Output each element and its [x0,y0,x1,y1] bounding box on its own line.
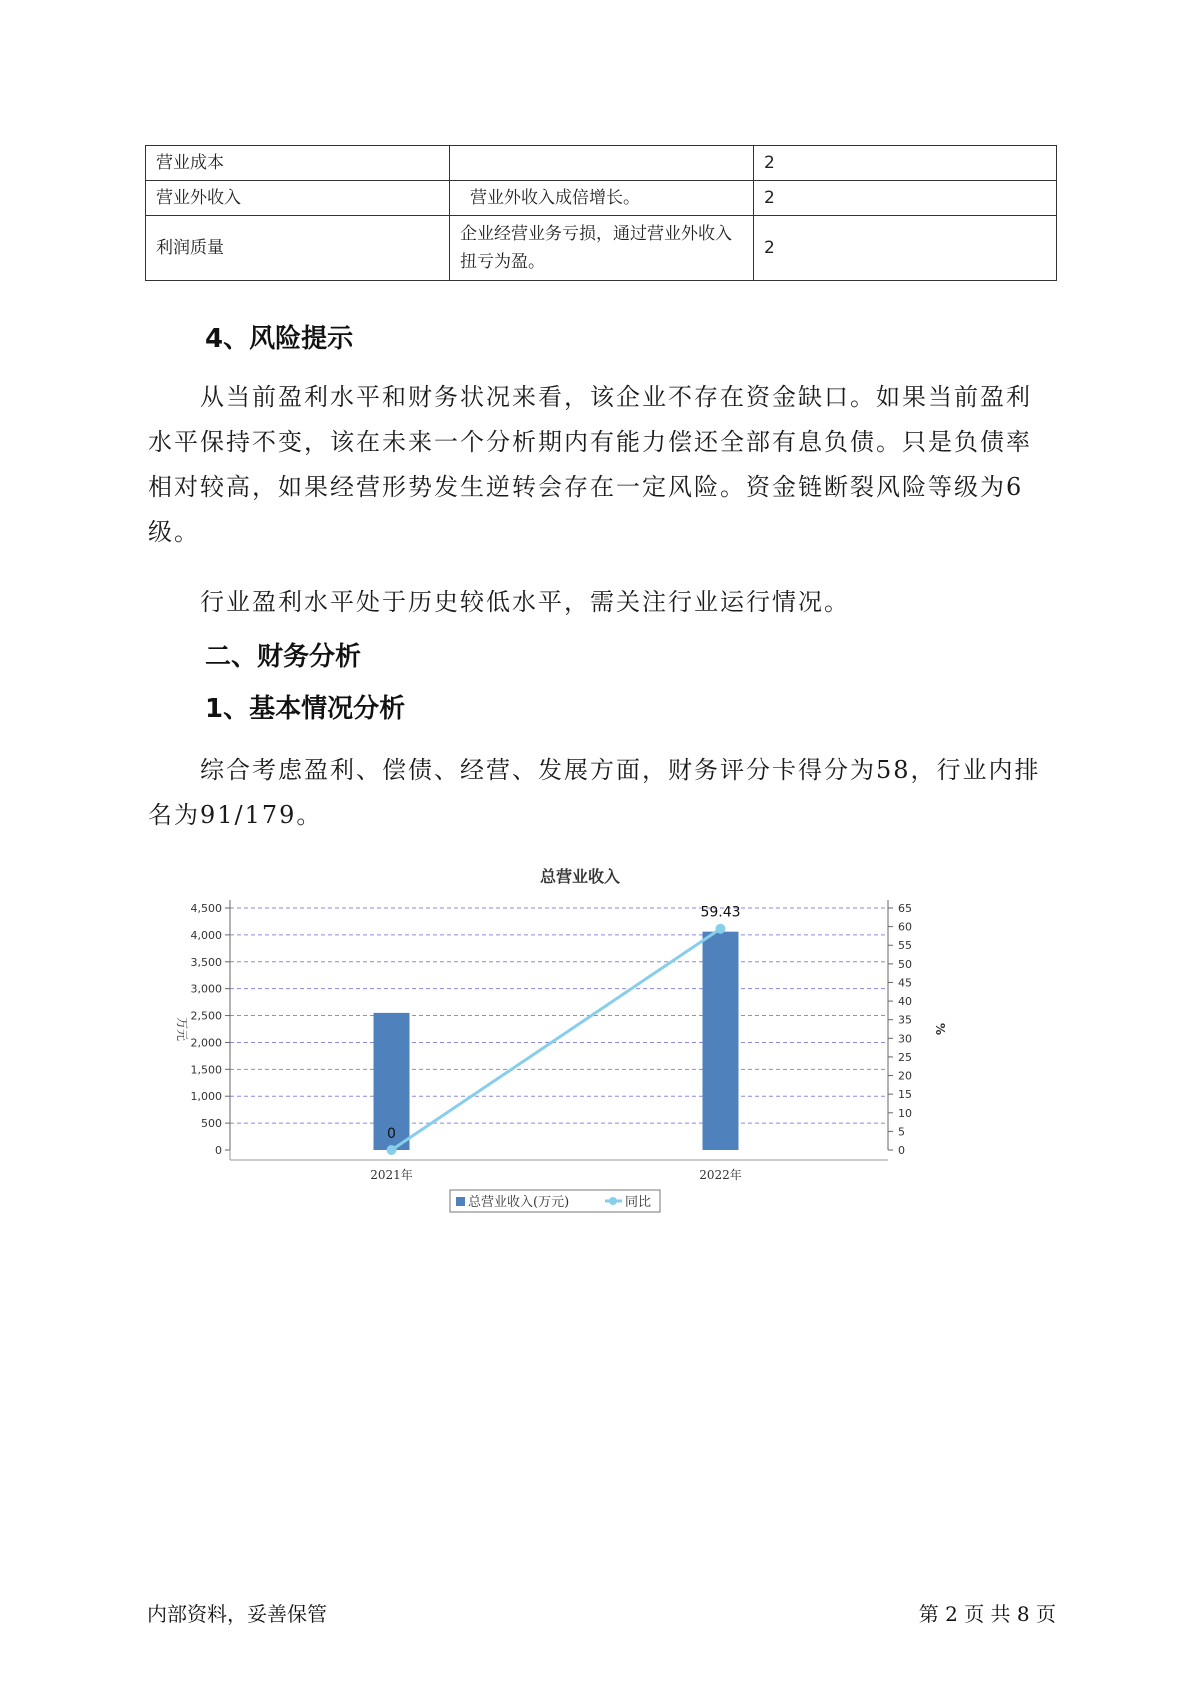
table-cell-desc: 企业经营业务亏损，通过营业外收入扭亏为盈。 [450,216,754,281]
y-left-tick-label: 4,500 [190,902,222,915]
table-row [146,146,1057,181]
data-label-yoy: 0 [387,1126,396,1142]
y-right-tick-label: 55 [898,939,912,953]
score-paragraph: 综合考虑盈利、偿债、经营、发展方面，财务评分卡得分为58，行业内排名为91/179。 [148,756,1041,829]
y-left-tick-label: 500 [201,1117,222,1131]
revenue-chart [170,860,1000,1320]
table-row [146,216,1057,281]
y-right-tick-label: 60 [898,920,912,934]
y-left-tick-label: 3,500 [190,955,222,969]
industry-paragraph: 行业盈利水平处于历史较低水平，需关注行业运行情况。 [200,588,850,616]
y-right-tick-label: 50 [898,957,912,971]
evaluation-table [145,145,1057,281]
chart-title: 总营业收入 [539,867,621,886]
y-right-tick-label: 0 [898,1144,905,1157]
y-right-tick-label: 5 [898,1125,905,1139]
x-tick-label: 2021年 [370,1168,413,1182]
y-left-tick-label: 4,000 [190,928,222,942]
y-right-tick-label: 10 [898,1106,912,1120]
y-left-tick-label: 3,000 [190,982,222,996]
table-cell-score: 2 [754,216,1057,281]
table-cell-desc-text: 营业外收入成倍增长。 [470,188,640,208]
x-tick-label: 2022年 [699,1168,742,1182]
y-right-tick-label: 25 [898,1050,912,1064]
table-row [146,181,1057,216]
point-yoy [387,1145,397,1155]
legend-swatch-revenue [456,1197,465,1206]
legend-label-yoy: 同比 [625,1195,652,1210]
legend-label-revenue: 总营业收入(万元) [468,1195,570,1210]
finance-heading: 二、财务分析 [205,642,362,672]
y-left-tick-label: 1,000 [190,1090,222,1104]
y-right-axis-label: % [933,1022,947,1036]
chart-svg [170,860,1000,1320]
table-cell-score: 2 [754,146,1057,181]
y-left-tick-label: 2,000 [190,1036,222,1050]
table-cell-item: 营业外收入 [146,181,450,216]
y-left-axis-label: 万元 [175,1016,189,1042]
y-right-tick-label: 65 [898,902,912,915]
point-yoy [716,924,726,934]
y-right-tick-label: 20 [898,1069,912,1083]
y-right-tick-label: 45 [898,976,912,990]
y-right-tick-label: 35 [898,1013,912,1027]
basic-analysis-heading: 1、基本情况分析 [205,694,406,724]
y-left-tick-label: 0 [215,1144,222,1157]
table-cell-desc [450,181,754,216]
y-right-tick-label: 30 [898,1032,912,1046]
risk-heading: 4、风险提示 [205,324,354,354]
risk-paragraph: 从当前盈利水平和财务状况来看，该企业不存在资金缺口。如果当前盈利水平保持不变，该在未来一个分析期内有能力偿还全部有息负债。只是负债率相对较高，如果经营形势发生逆转会存在一定风险。资金链断裂风险等级为6级。 [148,383,1032,546]
table-cell-item: 营业成本 [146,146,450,181]
y-right-tick-label: 15 [898,1088,912,1102]
data-label-yoy: 59.43 [700,904,741,921]
footer-page-number: 第 2 页 共 8 页 [918,1602,1056,1626]
table-cell-desc [450,146,754,181]
y-left-tick-label: 1,500 [190,1063,222,1077]
footer-confidential: 内部资料，妥善保管 [147,1602,327,1626]
legend-swatch-dot [609,1197,617,1205]
y-right-tick-label: 40 [898,995,912,1009]
y-left-tick-label: 2,500 [190,1009,222,1023]
bar-revenue [703,932,739,1150]
table-cell-item: 利润质量 [146,216,450,281]
table-cell-score: 2 [754,181,1057,216]
